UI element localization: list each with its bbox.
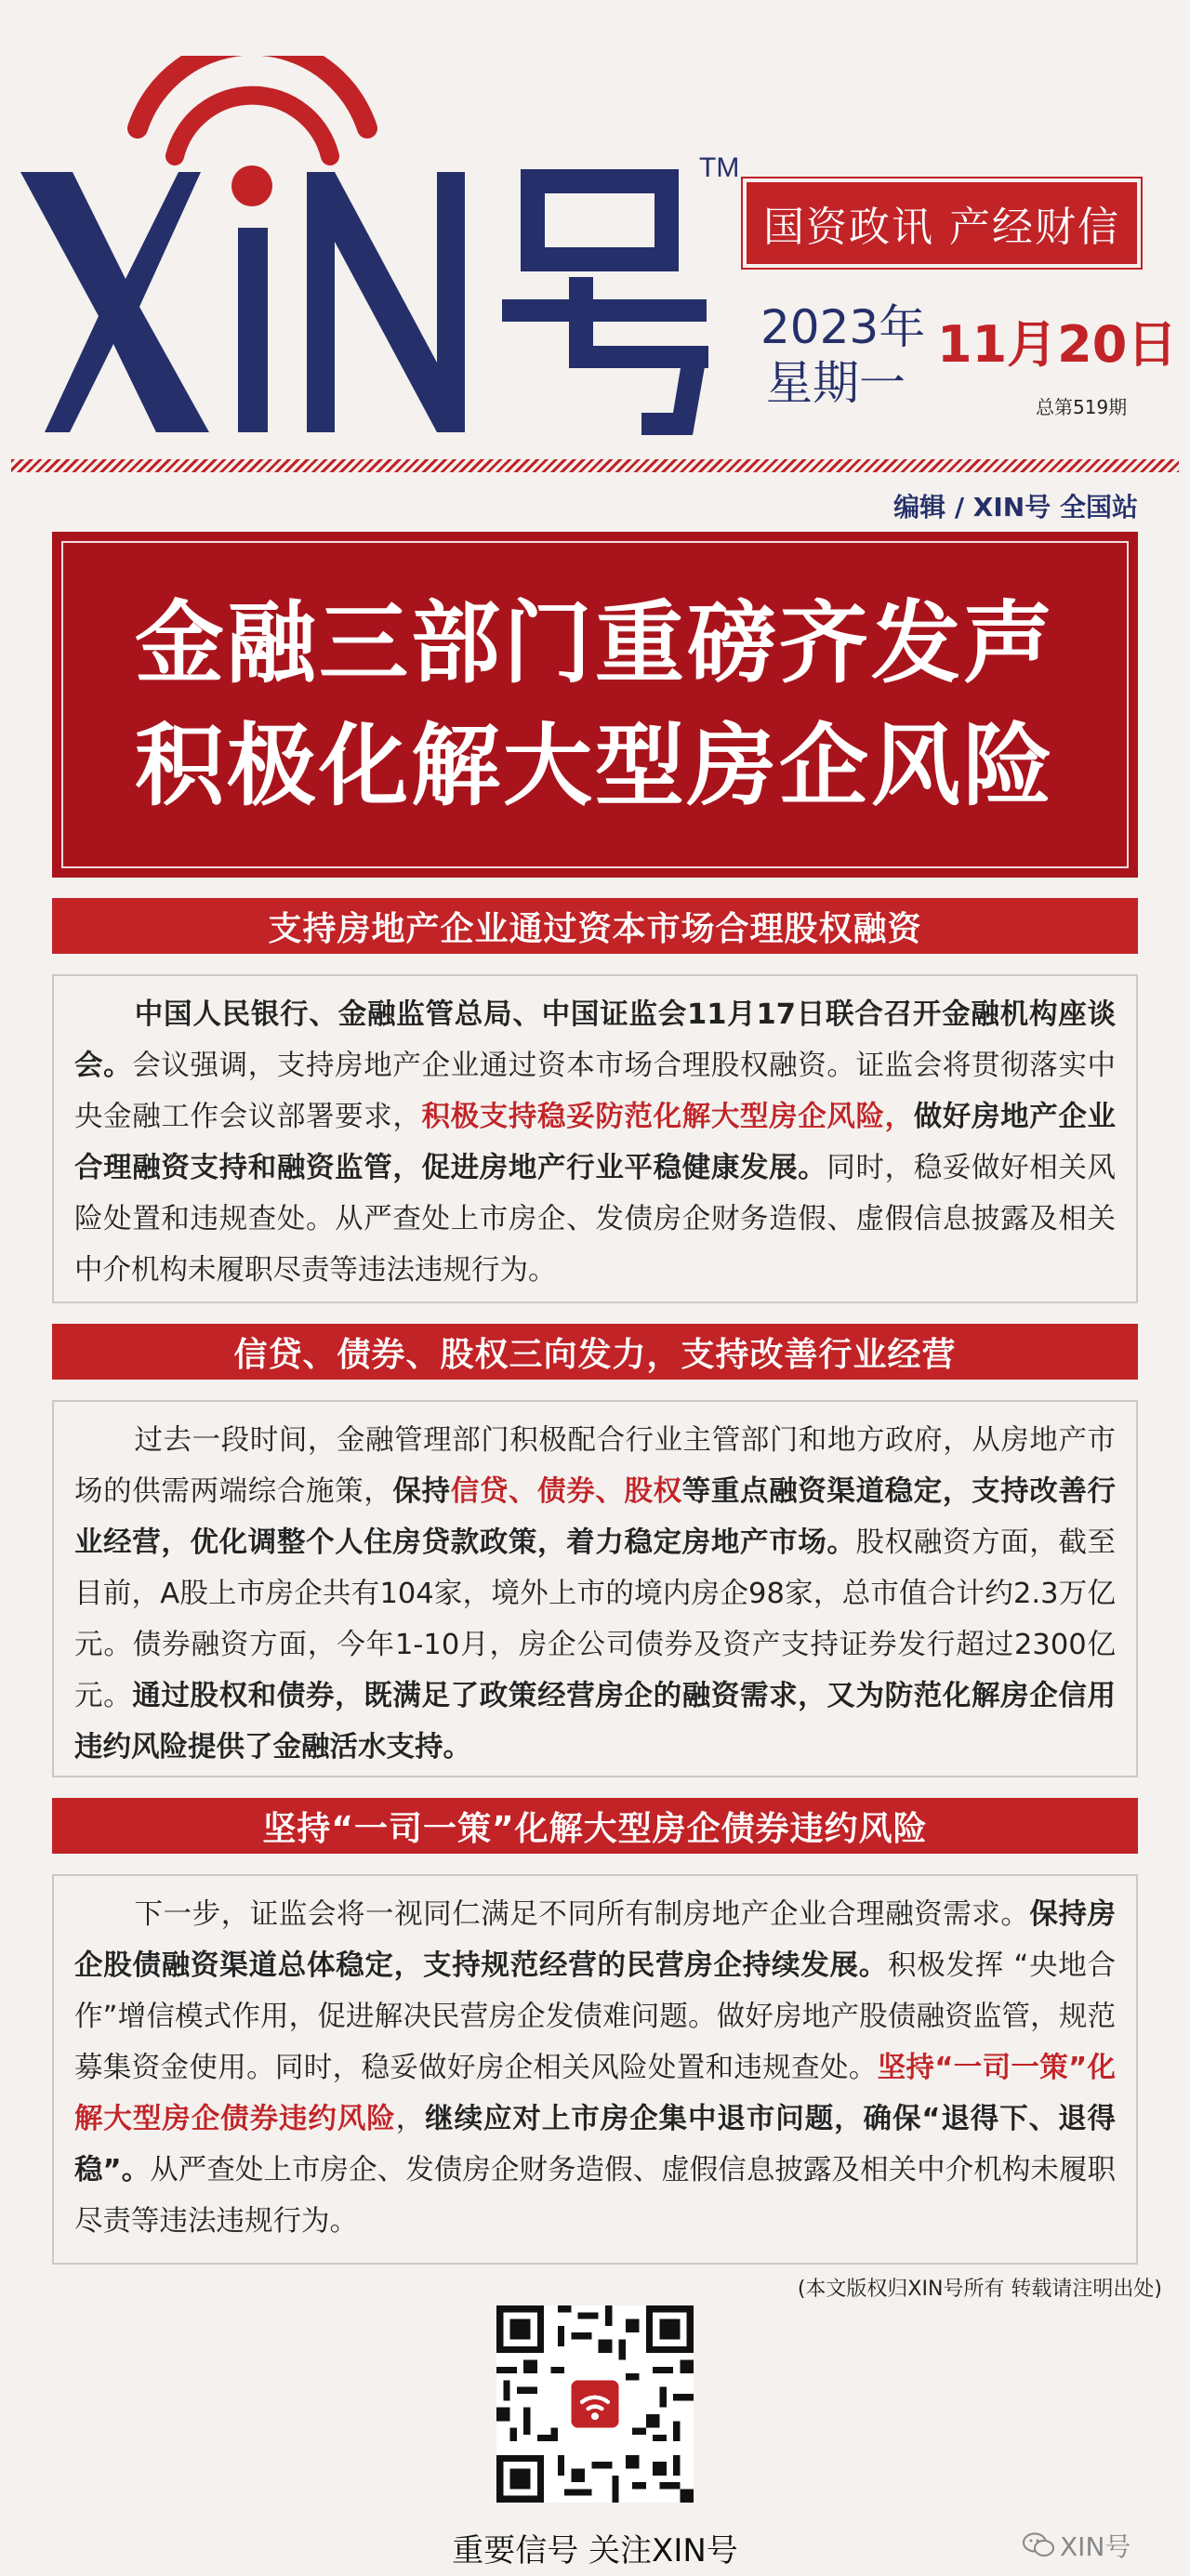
copyright-note: (本文版权归XIN号所有 转载请注明出处) [797, 2278, 1162, 2301]
section-1-body: 中国人民银行、金融监管总局、中国证监会11月17日联合召开金融机构座谈会。会议强调，支持房地产企业通过资本市场合理股权融资。证监会将贯彻落实中央金融工作会议部署要求，积极支持稳妥防范化解大型房企风险，做好房地产企业合理融资支持和融资监管，促进房地产行业平稳健康发展。同时，稳妥做好相关风险处置和违规查处。从严查处上市房企、发债房企财务造假、虚假信息披露及相关中介机构未履职尽责等违法违规行为。 [52, 974, 1138, 1303]
slogan-banner: 国资政讯 产经财信 [747, 182, 1137, 264]
headline-box [52, 532, 1138, 878]
date-year: 2023年 [760, 300, 926, 354]
footer-slogan: 重要信号 关注XIN号 [452, 2532, 738, 2569]
date-day: 11月20日 [937, 315, 1178, 374]
editor-credit: 编辑 / XIN号 全国站 [893, 492, 1138, 522]
hatch-divider [11, 459, 1179, 472]
issue-number: 总第519期 [1036, 396, 1128, 418]
headline-line-2: 积极化解大型房企风险 [135, 714, 1055, 818]
watermark-text: XIN号 [1060, 2531, 1131, 2562]
wechat-watermark [1023, 2527, 1130, 2564]
section-1-title: 支持房地产企业通过资本市场合理股权融资 [52, 898, 1138, 954]
section-2-body: 过去一段时间，金融管理部门积极配合行业主管部门和地方政府，从房地产市场的供需两端综合施策，保持信贷、债券、股权等重点融资渠道稳定，支持改善行业经营，优化调整个人住房贷款政策，着力稳定房地产市场。股权融资方面，截至目前，A股上市房企共有104家，境外上市的境内房企98家，总市值合计约2.3万亿元。债券融资方面，今年1-10月，房企公司债券及资产支持证券发行超过2300亿元。通过股权和债券，既满足了政策经营房企的融资需求，又为防范化解房企信用违约风险提供了金融活水支持。 [52, 1400, 1138, 1777]
section-2-title: 信贷、债券、股权三向发力，支持改善行业经营 [52, 1324, 1138, 1380]
wechat-icon [1023, 2532, 1054, 2558]
headline-line-1: 金融三部门重磅齐发声 [135, 591, 1055, 695]
section-3-body: 下一步，证监会将一视同仁满足不同所有制房地产企业合理融资需求。保持房企股债融资渠道总体稳定，支持规范经营的民营房企持续发展。积极发挥 “央地合作”增信模式作用，促进解决民营房企发债难问题。做好房地产股债融资监管，规范募集资金使用。同时，稳妥做好房企相关风险处置和违规查处。坚持“一司一策”化解大型房企债券违约风险，继续应对上市房企集中退市问题，确保“退得下、退得稳”。从严查处上市房企、发债房企财务造假、虚假信息披露及相关中介机构未履职尽责等违法违规行为。 [52, 1874, 1138, 2265]
xin-logo [0, 56, 790, 446]
logo-text [0, 0, 3, 1]
section-3-title: 坚持“一司一策”化解大型房企债券违约风险 [52, 1798, 1138, 1854]
date-weekday: 星期一 [766, 356, 906, 410]
svg-text:TM: TM [699, 152, 740, 183]
qr-code-icon[interactable] [496, 2305, 694, 2503]
